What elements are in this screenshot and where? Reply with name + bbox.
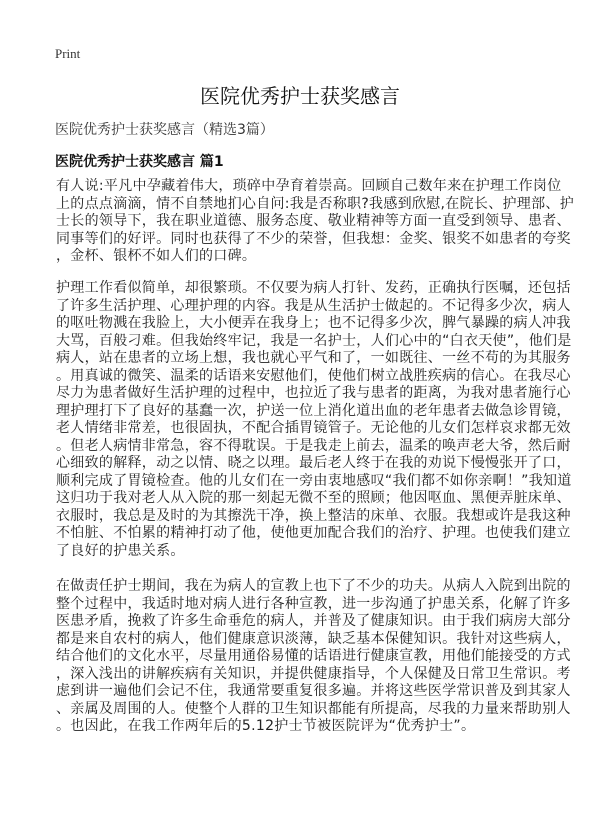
paragraph-line: 不怕脏、不怕累的精神打动了他，使他更加配合我们的治疗、护理。也使我们建立 <box>56 525 571 541</box>
paragraph-line: 顺利完成了胃镜检查。他的儿女们在一旁由衷地感叹“我们都不如你亲啊！”我知道 <box>56 472 572 489</box>
paragraph-line: ，金杯、银杯不如人们的口碑。 <box>56 248 257 264</box>
paragraph-line: 大骂，百般刁难。但我始终牢记，我是一名护士，人们心中的“白衣天使”，他们是 <box>56 332 572 349</box>
paragraph-line: 有人说:平凡中孕藏着伟大，琐碎中孕育着崇高。回顾自己数年来在护理工作岗位 <box>56 178 562 194</box>
paragraph-line: 衣服时，我总是及时的为其擦洗干净，换上整洁的床单、衣服。我想或许是我这种 <box>56 507 571 524</box>
paragraph-line: 医患矛盾，挽救了许多生命垂危的病人，并普及了健康知识。由于我们病房大部分 <box>56 613 571 629</box>
paragraph-line: 上的点点滴滴，情不自禁地扪心自问:我是否称职?我感到欣慰,在院长、护理部、护 <box>56 195 574 212</box>
paragraph-line: 病人，站在患者的立场上想，我也就心平气和了，一如既往、一丝不苟的为其服务 <box>56 350 571 366</box>
paragraph-2 <box>56 280 572 560</box>
paragraph-line: 。用真诚的微笑、温柔的话语来安慰他们，使他们树立战胜疾病的信心。在我尽心 <box>56 367 571 384</box>
paragraph-line: 的呕吐物溅在我脸上，大小便弄在我身上；也不记得多少次，脾气暴躁的病人冲我 <box>56 315 571 331</box>
paragraph-line: 理护理打下了良好的基蠢一次，护送一位上消化道出血的老年患者去做急诊胃镜， <box>56 402 571 419</box>
print-link[interactable]: Print <box>55 46 81 61</box>
paragraph-line: 这归功于我对老人从入院的那一刻起无微不至的照顾；他因呕血、黑便弄脏床单、 <box>56 490 571 506</box>
paragraph-line: 。也因此，在我工作两年后的5.12护士节被医院评为“优秀护士”。 <box>56 718 476 734</box>
paragraph-line: 结合他们的文化水平，尽量用通俗易懂的话语进行健康宣教，用他们能接受的方式 <box>56 648 571 664</box>
paragraph-line: 同事等们的好评。同时也获得了不少的荣誉，但我想：金奖、银奖不如患者的夸奖 <box>56 230 571 247</box>
paragraph-line: 尽力为患者做好生活护理的过程中，也拉近了我与患者的距离，为我对患者施行心 <box>56 385 571 401</box>
paragraph-line: 在做责任护士期间，我在为病人的宣教上也下了不少的功夫。从病人入院到出院的 <box>56 578 571 594</box>
paragraph-line: 护理工作看似简单，却很繁琐。不仅要为病人打针、发药，正确执行医嘱，还包括 <box>56 280 571 296</box>
paragraph-line: 虑到讲一遍他们会记不住，我通常要重复很多遍。并将这些医学常识普及到其家人 <box>56 683 571 699</box>
paragraph-line: 士长的领导下，我在职业道德、服务态度、敬业精神等方面一直受到领导、患者、 <box>56 213 571 229</box>
paragraph-3 <box>56 578 571 736</box>
paragraph-line: 。但老人病情非常急，容不得耽误。于是我走上前去，温柔的唤声老大爷，然后耐 <box>56 437 571 454</box>
paragraph-line: 老人情绪非常差，也很固执，不配合插胃镜管子。无论他的儿女们怎样哀求都无效 <box>56 420 571 436</box>
paragraph-line: ，深入浅出的讲解疾病有关知识，并提供健康指导，个人保健及日常卫生常识。考 <box>56 665 571 682</box>
paragraph-line: 都是来自农村的病人，他们健康意识淡薄，缺乏基本保健知识。我针对这些病人， <box>56 630 571 647</box>
paragraph-1 <box>56 178 574 266</box>
paragraph-line: 了许多生活护理、心理护理的内容。我是从生活护士做起的。不记得多少次，病人 <box>56 297 571 314</box>
page-title: 医院优秀护士获奖感言 <box>200 84 400 108</box>
paragraph-line: 整个过程中，我适时地对病人进行各种宣教，进一步沟通了护患关系，化解了许多 <box>56 595 571 612</box>
document-subtitle: 医院优秀护士获奖感言（精选3篇） <box>55 122 274 138</box>
section-heading: 医院优秀护士获奖感言 篇1 <box>55 154 224 170</box>
paragraph-line: 心细致的解释，动之以情、晓之以理。最后老人终于在我的劝说下慢慢张开了口， <box>56 455 571 471</box>
paragraph-line: 、亲属及周围的人。使整个人群的卫生知识都能有所提高，尽我的力量来帮助别人 <box>56 700 571 717</box>
paragraph-line: 了良好的护患关系。 <box>56 542 185 559</box>
